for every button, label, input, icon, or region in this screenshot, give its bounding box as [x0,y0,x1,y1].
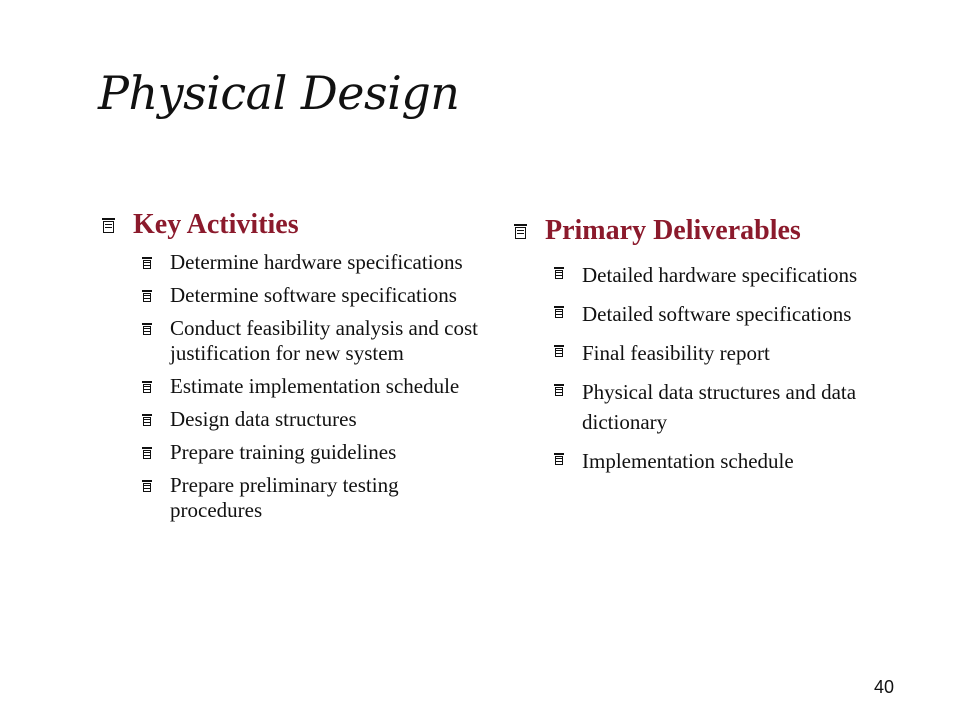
document-bullet-icon [514,224,527,239]
list-item-text: Estimate implementation schedule [170,373,460,398]
list-item [142,283,492,308]
list-item-text: Prepare preliminary testing procedures [170,472,399,522]
document-bullet-icon [142,414,152,426]
list-item [142,316,492,366]
list-item-text: Design data structures [170,406,357,431]
list-item-text: Prepare training guidelines [170,439,397,464]
list-item [142,407,492,432]
list-item-text: Determine hardware specifications [170,249,463,274]
document-bullet-icon [142,290,152,302]
document-bullet-icon [554,345,564,357]
list-item [142,473,492,523]
slide-title: Physical Design [98,66,460,120]
list-item-text: Determine software specifications [170,282,457,307]
document-bullet-icon [102,218,115,233]
key-activities-heading: Key Activities [133,209,299,240]
list-item [554,299,914,329]
primary-deliverables-column [514,214,914,485]
primary-deliverables-heading: Primary Deliverables [545,215,801,246]
list-item [554,377,914,437]
list-item [142,250,492,275]
document-bullet-icon [142,257,152,269]
list-item-text: Physical data structures and data dictionary [582,379,857,434]
primary-deliverables-heading-row [514,214,914,248]
key-activities-column [102,208,492,531]
page-number: 40 [873,677,894,697]
key-activities-heading-row [102,208,492,242]
list-item-text: Detailed software specifications [582,301,852,326]
document-bullet-icon [142,447,152,459]
document-bullet-icon [554,306,564,318]
list-item [142,374,492,399]
list-item [554,338,914,368]
key-activities-list [102,250,492,523]
list-item [554,446,914,476]
document-bullet-icon [142,381,152,393]
list-item [554,260,914,290]
document-bullet-icon [142,323,152,335]
document-bullet-icon [554,453,564,465]
document-bullet-icon [554,267,564,279]
document-bullet-icon [142,480,152,492]
list-item-text: Conduct feasibility analysis and cost justification for new system [170,315,478,365]
list-item-text: Final feasibility report [582,340,770,365]
list-item [142,440,492,465]
primary-deliverables-list [514,260,914,476]
list-item-text: Detailed hardware specifications [582,262,858,287]
document-bullet-icon [554,384,564,396]
list-item-text: Implementation schedule [582,448,794,473]
